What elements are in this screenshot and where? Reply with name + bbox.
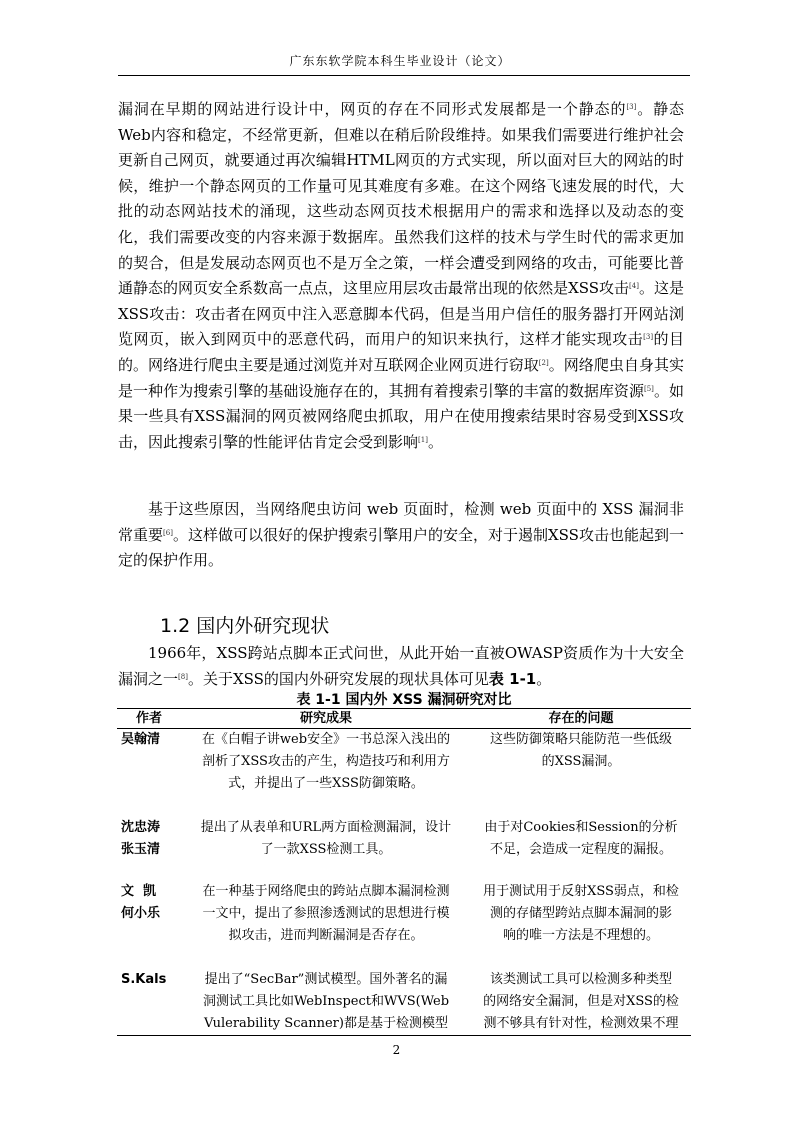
para1-text-4: 的目的。网络进行爬虫主要是通过浏览并对互联网企业网页进行窃取 (118, 330, 684, 374)
para1-text-7: 。 (427, 432, 443, 451)
problem-cell (471, 817, 691, 881)
para3-text-2: 。关于XSS的国内外研究发展的现状具体可见 (187, 669, 489, 688)
problem-line: 不足，会造成一定程度的漏报。 (489, 842, 672, 857)
author-cell (117, 817, 181, 881)
citation: [3] (626, 103, 637, 111)
citation: [3] (643, 333, 654, 342)
problem-line: 测的存储型跨站点脚本漏洞的影 (489, 906, 672, 921)
result-line: 拟攻击，进而判断漏洞是否存在。 (228, 928, 424, 943)
comparison-table (117, 708, 691, 1036)
citation: [2] (538, 358, 549, 367)
citation: [6] (163, 528, 173, 537)
body-paragraph-3 (118, 641, 684, 692)
header-result: 研究成果 (181, 709, 471, 729)
result-line: 洞测试工具比如WebInspect和WVS(Web (202, 994, 450, 1009)
author-name: 文 凯 (121, 884, 157, 899)
result-line: 了一款XSS检测工具。 (260, 842, 392, 857)
result-line: 在《白帽子讲web安全》一书总深入浅出的 (201, 732, 451, 747)
section-heading: 1.2 国内外研究现状 (160, 615, 330, 637)
problem-line: 响的唯一方法是不理想的。 (502, 928, 659, 943)
author-cell (117, 729, 181, 818)
table-caption: 表 1-1 国内外 XSS 漏洞研究对比 (296, 692, 512, 708)
result-cell (181, 969, 471, 1036)
citation: [8] (178, 672, 188, 681)
para2-text-2: 。这样做可以很好的保护搜索引擎用户的安全，对于遏制XSS攻击也能起到一定的保护作用。 (118, 525, 684, 570)
author-name: 张玉清 (121, 842, 161, 857)
page-number: 2 (392, 1043, 401, 1057)
body-paragraph-2 (118, 497, 684, 574)
problem-cell (471, 969, 691, 1036)
header-author: 作者 (117, 709, 181, 729)
para1-text-6: 。如果一些具有XSS漏洞的网页被网络爬虫抓取，用户在使用搜索结果时容易受到XSS攻击，因此搜索引擎的性能评估肯定会受到影响 (118, 381, 684, 451)
result-line: 在一种基于网络爬虫的跨站点脚本漏洞检测 (202, 884, 450, 899)
result-cell (181, 729, 471, 818)
result-line: 提出了从表单和URL两方面检测漏洞，设计 (200, 820, 452, 835)
problem-line: 的网络安全漏洞，但是对XSS的检 (483, 994, 679, 1009)
problem-line: 由于对Cookies和Session的分析 (484, 820, 678, 835)
result-line: 式，并提出了一些XSS防御策略。 (228, 776, 424, 791)
problem-line: 这些防御策略只能防范一些低级 (489, 732, 672, 747)
para1-text-1: 漏洞在早期的网站进行设计中，网页的存在不同形式发展都是一个静态的 (118, 100, 627, 118)
problem-line: 测不够具有针对性，检测效果不理 (483, 1016, 679, 1031)
problem-line: 该类测试工具可以检测多种类型 (489, 972, 672, 987)
result-cell (181, 881, 471, 969)
running-header: 广东东软学院本科生毕业设计（论文） (289, 54, 511, 68)
para2-text-1: 基于这些原因，当网络爬虫访问 web 页面时，检测 web 页面中的 XSS 漏洞非常重要 (118, 500, 684, 544)
problem-cell (471, 729, 691, 818)
citation: [5] (644, 384, 654, 393)
para3-text-1: 1966年，XSS跨站点脚本正式问世，从此开始一直被OWASP资质作为十大安全漏洞之一 (118, 644, 684, 688)
problem-line: 的XSS漏洞。 (541, 754, 621, 769)
body-paragraph-1 (118, 97, 684, 455)
para1-text-3: 。这是XSS攻击：攻击者在网页中注入恶意脚本代码，但是当用户信任的服务器打开网站浏览网页，嵌入到网页中的恶意代码，而用户的知识来执行，这样才能实现攻击 (118, 279, 684, 349)
table-row (117, 817, 691, 881)
result-line: 剖析了XSS攻击的产生，构造技巧和利用方 (202, 754, 450, 769)
author-cell (117, 969, 181, 1036)
problem-cell (471, 881, 691, 969)
table-reference: 表 1-1 (488, 669, 537, 688)
result-line: Vulerability Scanner)都是基于检测模型 (204, 1016, 448, 1031)
header-rule (118, 75, 690, 76)
citation: [4] (629, 282, 639, 291)
table-row (117, 729, 691, 818)
author-name: S.Kals (121, 972, 167, 987)
para3-text-3: 。 (536, 669, 552, 688)
table-row (117, 969, 691, 1036)
citation: [1] (418, 435, 428, 444)
result-line: 一文中，提出了参照渗透测试的思想进行模 (202, 906, 450, 921)
para1-text-5: 。网络爬虫自身其实是一种作为搜索引擎的基础设施存在的，其拥有着搜索引擎的丰富的数据库资源 (118, 355, 684, 400)
author-name: 何小乐 (121, 906, 161, 921)
result-line: 提出了“SecBar”测试模型。国外著名的漏 (204, 972, 448, 987)
table-header-row (117, 709, 691, 729)
author-cell (117, 881, 181, 969)
header-problem: 存在的问题 (471, 709, 691, 729)
problem-line: 用于测试用于反射XSS弱点，和检 (483, 884, 679, 899)
para1-text-2: 。静态Web内容和稳定，不经常更新，但难以在稍后阶段维持。如果我们需要进行维护社会更新自己网页，就要通过再次编辑HTML网页的方式实现，所以面对巨大的网站的时候，维护一个静态网页的工作量可见其难度有多难。在这个网络飞速发展的时代，大批的动态网站技术的涌现，这些动态网页技术根据用户的需求和选择以及动态的变化，我们需要改变的内容来源于数据库。虽然我们这样的技术与学生时代的需求更加的契合，但是发展动态网页也不是万全之策，一样会遭受到网络的攻击，可能要比普通静态的网页安全系数高一点点，这里应用层攻击最常出现的依然是XSS攻击 (118, 100, 684, 298)
result-cell (181, 817, 471, 881)
author-name: 沈忠涛 (121, 820, 161, 835)
author-name: 吴翰清 (121, 732, 161, 747)
table-row (117, 881, 691, 969)
